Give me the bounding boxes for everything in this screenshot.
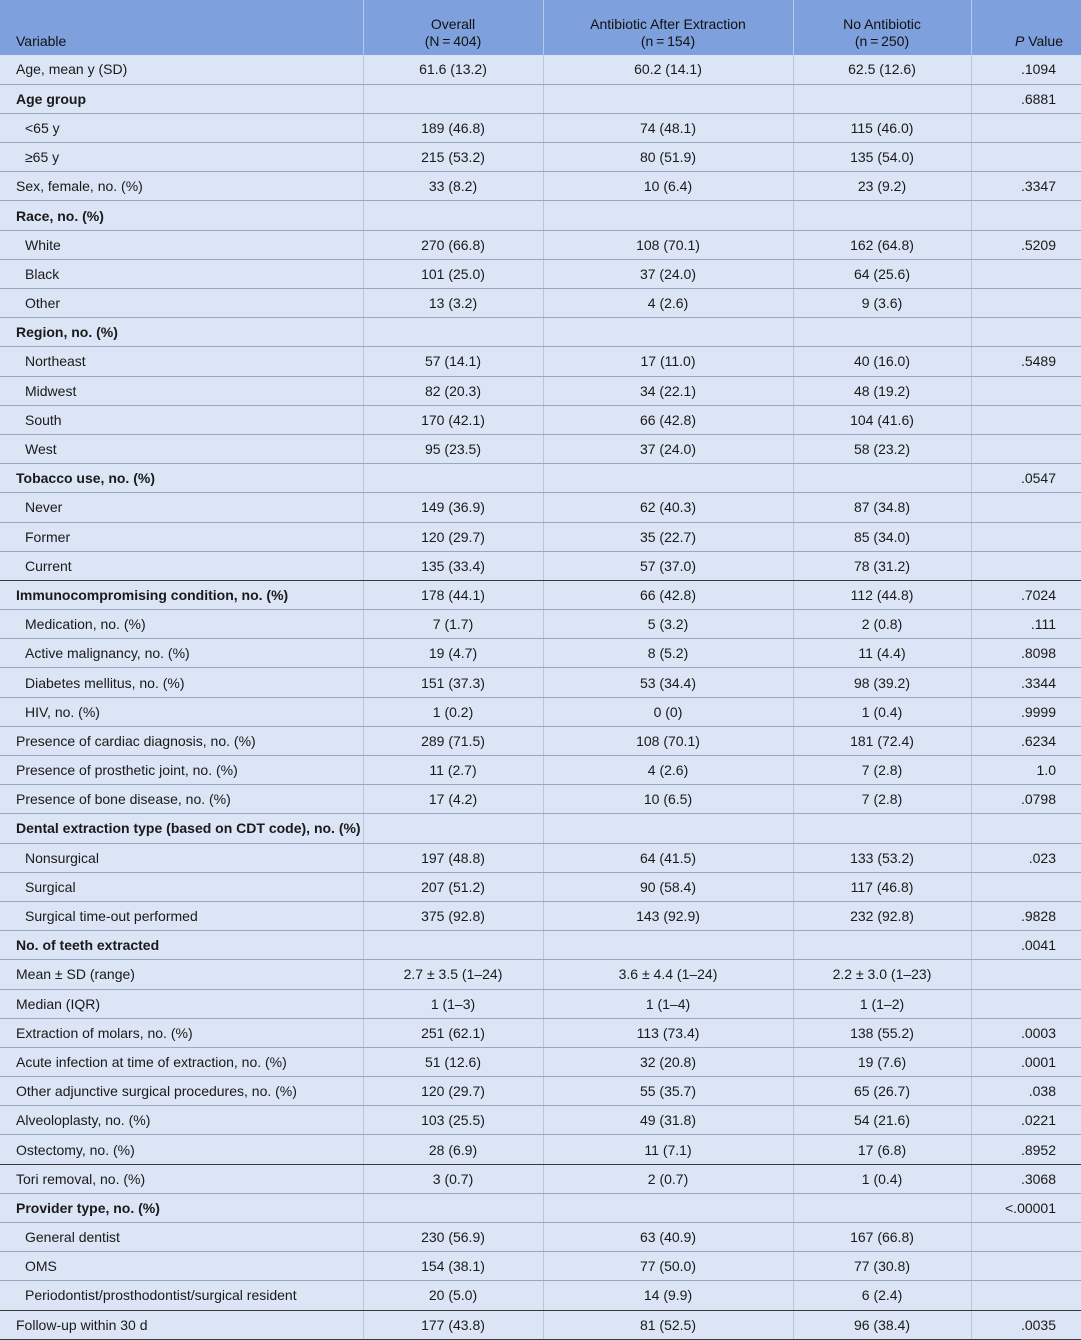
no-antibiotic-cell: 181 (72.4) — [793, 726, 971, 755]
p-value-cell — [971, 1281, 1081, 1310]
row-label: White — [0, 230, 363, 259]
overall-cell: 61.6 (13.2) — [363, 55, 543, 84]
table-row — [0, 785, 1081, 814]
table-row — [0, 143, 1081, 172]
table-row — [0, 1281, 1081, 1310]
row-label: West — [0, 434, 363, 463]
antibiotic-cell: 90 (58.4) — [543, 872, 793, 901]
header-antibiotic-n: (n = 154) — [640, 33, 696, 49]
table-body — [0, 55, 1081, 1339]
p-value-cell: .111 — [971, 610, 1081, 639]
antibiotic-cell: 32 (20.8) — [543, 1047, 793, 1076]
table-row — [0, 434, 1081, 463]
overall-cell: 1 (0.2) — [363, 697, 543, 726]
p-value-cell — [971, 960, 1081, 989]
no-antibiotic-cell: 117 (46.8) — [793, 872, 971, 901]
table-row — [0, 1135, 1081, 1164]
row-label: Provider type, no. (%) — [0, 1193, 363, 1222]
overall-cell — [363, 931, 543, 960]
row-label: Sex, female, no. (%) — [0, 172, 363, 201]
overall-cell: 197 (48.8) — [363, 843, 543, 872]
table-row — [0, 1223, 1081, 1252]
overall-cell: 375 (92.8) — [363, 901, 543, 930]
no-antibiotic-cell: 98 (39.2) — [793, 668, 971, 697]
overall-cell: 149 (36.9) — [363, 493, 543, 522]
p-value-cell — [971, 872, 1081, 901]
antibiotic-cell: 80 (51.9) — [543, 143, 793, 172]
no-antibiotic-cell — [793, 84, 971, 113]
antibiotic-cell: 108 (70.1) — [543, 726, 793, 755]
no-antibiotic-cell — [793, 464, 971, 493]
table-row — [0, 201, 1081, 230]
overall-cell: 135 (33.4) — [363, 551, 543, 580]
antibiotic-cell — [543, 201, 793, 230]
table-row — [0, 610, 1081, 639]
p-value-cell — [971, 318, 1081, 347]
p-value-cell: .0547 — [971, 464, 1081, 493]
antibiotic-cell: 34 (22.1) — [543, 376, 793, 405]
no-antibiotic-cell: 62.5 (12.6) — [793, 55, 971, 84]
header-p-value — [971, 0, 1081, 55]
table-row — [0, 901, 1081, 930]
row-label: Former — [0, 522, 363, 551]
table-row — [0, 376, 1081, 405]
p-value-cell: 1.0 — [971, 756, 1081, 785]
row-label: Periodontist/prosthodontist/surgical resident — [0, 1281, 363, 1310]
row-label: Follow-up within 30 d — [0, 1310, 363, 1339]
p-value-cell: .8952 — [971, 1135, 1081, 1164]
no-antibiotic-cell: 48 (19.2) — [793, 376, 971, 405]
p-value-cell: .5209 — [971, 230, 1081, 259]
row-label: Extraction of molars, no. (%) — [0, 1018, 363, 1047]
antibiotic-cell: 35 (22.7) — [543, 522, 793, 551]
no-antibiotic-cell: 78 (31.2) — [793, 551, 971, 580]
antibiotic-cell — [543, 318, 793, 347]
overall-cell: 82 (20.3) — [363, 376, 543, 405]
antibiotic-cell: 11 (7.1) — [543, 1135, 793, 1164]
p-value-cell: .038 — [971, 1077, 1081, 1106]
p-value-cell: .3347 — [971, 172, 1081, 201]
p-value-cell — [971, 551, 1081, 580]
overall-cell: 251 (62.1) — [363, 1018, 543, 1047]
overall-cell: 120 (29.7) — [363, 522, 543, 551]
table-row — [0, 843, 1081, 872]
overall-cell: 178 (44.1) — [363, 580, 543, 609]
antibiotic-cell: 64 (41.5) — [543, 843, 793, 872]
antibiotic-cell — [543, 814, 793, 843]
antibiotic-cell — [543, 464, 793, 493]
no-antibiotic-cell: 54 (21.6) — [793, 1106, 971, 1135]
p-value-cell: <.00001 — [971, 1193, 1081, 1222]
table-row — [0, 493, 1081, 522]
antibiotic-cell — [543, 931, 793, 960]
overall-cell: 189 (46.8) — [363, 113, 543, 142]
overall-cell: 57 (14.1) — [363, 347, 543, 376]
row-label: <65 y — [0, 113, 363, 142]
overall-cell — [363, 318, 543, 347]
table-row — [0, 1077, 1081, 1106]
overall-cell: 215 (53.2) — [363, 143, 543, 172]
no-antibiotic-cell — [793, 201, 971, 230]
overall-cell: 177 (43.8) — [363, 1310, 543, 1339]
row-label: No. of teeth extracted — [0, 931, 363, 960]
p-value-cell — [971, 405, 1081, 434]
no-antibiotic-cell: 65 (26.7) — [793, 1077, 971, 1106]
overall-cell: 151 (37.3) — [363, 668, 543, 697]
row-label: OMS — [0, 1252, 363, 1281]
header-no-antibiotic-n: (n = 250) — [854, 33, 910, 49]
p-value-cell: .0001 — [971, 1047, 1081, 1076]
header-p-rest: Value — [1024, 33, 1063, 49]
antibiotic-cell: 37 (24.0) — [543, 259, 793, 288]
no-antibiotic-cell: 87 (34.8) — [793, 493, 971, 522]
antibiotic-cell: 0 (0) — [543, 697, 793, 726]
p-value-cell: .5489 — [971, 347, 1081, 376]
antibiotic-cell: 108 (70.1) — [543, 230, 793, 259]
header-no-antibiotic-title: No Antibiotic — [843, 16, 921, 32]
no-antibiotic-cell: 77 (30.8) — [793, 1252, 971, 1281]
overall-cell: 28 (6.9) — [363, 1135, 543, 1164]
overall-cell: 13 (3.2) — [363, 289, 543, 318]
antibiotic-cell: 3.6 ± 4.4 (1–24) — [543, 960, 793, 989]
p-value-cell: .9999 — [971, 697, 1081, 726]
p-value-cell — [971, 259, 1081, 288]
no-antibiotic-cell: 2 (0.8) — [793, 610, 971, 639]
row-label: South — [0, 405, 363, 434]
p-value-cell: .9828 — [971, 901, 1081, 930]
header-antibiotic-title: Antibiotic After Extraction — [590, 16, 746, 32]
overall-cell: 207 (51.2) — [363, 872, 543, 901]
no-antibiotic-cell: 135 (54.0) — [793, 143, 971, 172]
antibiotic-cell: 66 (42.8) — [543, 405, 793, 434]
p-value-cell: .3344 — [971, 668, 1081, 697]
overall-cell: 2.7 ± 3.5 (1–24) — [363, 960, 543, 989]
antibiotic-cell: 4 (2.6) — [543, 289, 793, 318]
antibiotic-cell: 60.2 (14.1) — [543, 55, 793, 84]
antibiotic-cell — [543, 84, 793, 113]
row-label: Current — [0, 551, 363, 580]
antibiotic-cell: 37 (24.0) — [543, 434, 793, 463]
table-row — [0, 1018, 1081, 1047]
no-antibiotic-cell: 17 (6.8) — [793, 1135, 971, 1164]
table-row — [0, 1164, 1081, 1193]
overall-cell: 230 (56.9) — [363, 1223, 543, 1252]
row-label: Median (IQR) — [0, 989, 363, 1018]
no-antibiotic-cell: 85 (34.0) — [793, 522, 971, 551]
table-row — [0, 1310, 1081, 1339]
antibiotic-cell: 113 (73.4) — [543, 1018, 793, 1047]
overall-cell: 51 (12.6) — [363, 1047, 543, 1076]
overall-cell — [363, 814, 543, 843]
table-row — [0, 668, 1081, 697]
table-header — [0, 0, 1081, 55]
row-label: Never — [0, 493, 363, 522]
p-value-cell — [971, 113, 1081, 142]
p-value-cell: .0035 — [971, 1310, 1081, 1339]
p-value-cell: .6234 — [971, 726, 1081, 755]
table-row — [0, 756, 1081, 785]
overall-cell: 101 (25.0) — [363, 259, 543, 288]
p-value-cell — [971, 1252, 1081, 1281]
row-label: HIV, no. (%) — [0, 697, 363, 726]
overall-cell: 1 (1–3) — [363, 989, 543, 1018]
no-antibiotic-cell: 104 (41.6) — [793, 405, 971, 434]
row-label: Surgical — [0, 872, 363, 901]
overall-cell — [363, 201, 543, 230]
table-row — [0, 1193, 1081, 1222]
table-row — [0, 931, 1081, 960]
overall-cell: 95 (23.5) — [363, 434, 543, 463]
no-antibiotic-cell: 64 (25.6) — [793, 259, 971, 288]
no-antibiotic-cell: 1 (0.4) — [793, 1164, 971, 1193]
overall-cell: 154 (38.1) — [363, 1252, 543, 1281]
table-row — [0, 259, 1081, 288]
table-row — [0, 289, 1081, 318]
row-label: Age, mean y (SD) — [0, 55, 363, 84]
no-antibiotic-cell: 138 (55.2) — [793, 1018, 971, 1047]
header-variable: Variable — [0, 0, 363, 55]
row-label: Presence of prosthetic joint, no. (%) — [0, 756, 363, 785]
no-antibiotic-cell: 11 (4.4) — [793, 639, 971, 668]
row-label: Other — [0, 289, 363, 318]
table-row — [0, 1106, 1081, 1135]
header-overall-title: Overall — [430, 16, 476, 32]
no-antibiotic-cell: 162 (64.8) — [793, 230, 971, 259]
p-value-cell: .023 — [971, 843, 1081, 872]
antibiotic-cell: 53 (34.4) — [543, 668, 793, 697]
table-row — [0, 639, 1081, 668]
table-row — [0, 1252, 1081, 1281]
antibiotic-cell: 74 (48.1) — [543, 113, 793, 142]
p-value-cell — [971, 143, 1081, 172]
no-antibiotic-cell: 40 (16.0) — [793, 347, 971, 376]
row-label: Age group — [0, 84, 363, 113]
row-label: Alveoloplasty, no. (%) — [0, 1106, 363, 1135]
row-label: Presence of cardiac diagnosis, no. (%) — [0, 726, 363, 755]
overall-cell: 289 (71.5) — [363, 726, 543, 755]
no-antibiotic-cell — [793, 814, 971, 843]
antibiotic-cell: 55 (35.7) — [543, 1077, 793, 1106]
overall-cell: 103 (25.5) — [363, 1106, 543, 1135]
row-label: Midwest — [0, 376, 363, 405]
header-overall-n: (N = 404) — [424, 33, 482, 49]
row-label: General dentist — [0, 1223, 363, 1252]
row-label: Black — [0, 259, 363, 288]
p-value-cell: .0003 — [971, 1018, 1081, 1047]
table-row — [0, 464, 1081, 493]
table-row — [0, 55, 1081, 84]
row-label: Race, no. (%) — [0, 201, 363, 230]
no-antibiotic-cell: 2.2 ± 3.0 (1–23) — [793, 960, 971, 989]
row-label: Region, no. (%) — [0, 318, 363, 347]
antibiotic-cell: 5 (3.2) — [543, 610, 793, 639]
p-value-cell: .8098 — [971, 639, 1081, 668]
table-row — [0, 814, 1081, 843]
row-label: Surgical time-out performed — [0, 901, 363, 930]
row-label: Diabetes mellitus, no. (%) — [0, 668, 363, 697]
no-antibiotic-cell: 232 (92.8) — [793, 901, 971, 930]
overall-cell — [363, 1193, 543, 1222]
antibiotic-cell: 66 (42.8) — [543, 580, 793, 609]
row-label: Dental extraction type (based on CDT code), no. (%) — [0, 814, 363, 843]
table-row — [0, 551, 1081, 580]
table-row — [0, 960, 1081, 989]
no-antibiotic-cell: 7 (2.8) — [793, 785, 971, 814]
header-p-italic: P — [1014, 33, 1025, 49]
p-value-cell: .0221 — [971, 1106, 1081, 1135]
table-row — [0, 230, 1081, 259]
overall-cell: 20 (5.0) — [363, 1281, 543, 1310]
p-value-cell: .0798 — [971, 785, 1081, 814]
table-row — [0, 726, 1081, 755]
row-label: ≥65 y — [0, 143, 363, 172]
p-value-cell — [971, 376, 1081, 405]
antibiotic-cell: 62 (40.3) — [543, 493, 793, 522]
no-antibiotic-cell: 23 (9.2) — [793, 172, 971, 201]
overall-cell — [363, 464, 543, 493]
overall-cell — [363, 84, 543, 113]
table-row — [0, 84, 1081, 113]
p-value-cell — [971, 201, 1081, 230]
overall-cell: 33 (8.2) — [363, 172, 543, 201]
table-row — [0, 872, 1081, 901]
overall-cell: 120 (29.7) — [363, 1077, 543, 1106]
row-label: Tobacco use, no. (%) — [0, 464, 363, 493]
p-value-cell — [971, 814, 1081, 843]
table-row — [0, 580, 1081, 609]
antibiotic-cell: 63 (40.9) — [543, 1223, 793, 1252]
antibiotic-cell — [543, 1193, 793, 1222]
table-row — [0, 318, 1081, 347]
no-antibiotic-cell — [793, 931, 971, 960]
p-value-cell — [971, 289, 1081, 318]
row-label: Medication, no. (%) — [0, 610, 363, 639]
no-antibiotic-cell: 7 (2.8) — [793, 756, 971, 785]
antibiotic-cell: 77 (50.0) — [543, 1252, 793, 1281]
no-antibiotic-cell: 167 (66.8) — [793, 1223, 971, 1252]
antibiotic-cell: 81 (52.5) — [543, 1310, 793, 1339]
antibiotic-cell: 8 (5.2) — [543, 639, 793, 668]
antibiotic-cell: 4 (2.6) — [543, 756, 793, 785]
antibiotic-cell: 143 (92.9) — [543, 901, 793, 930]
table-row — [0, 989, 1081, 1018]
header-overall — [363, 0, 543, 55]
overall-cell: 17 (4.2) — [363, 785, 543, 814]
overall-cell: 11 (2.7) — [363, 756, 543, 785]
overall-cell: 19 (4.7) — [363, 639, 543, 668]
no-antibiotic-cell: 115 (46.0) — [793, 113, 971, 142]
overall-cell: 3 (0.7) — [363, 1164, 543, 1193]
p-value-cell — [971, 493, 1081, 522]
table-row — [0, 522, 1081, 551]
antibiotic-cell: 2 (0.7) — [543, 1164, 793, 1193]
row-label: Ostectomy, no. (%) — [0, 1135, 363, 1164]
header-antibiotic — [543, 0, 793, 55]
no-antibiotic-cell: 1 (0.4) — [793, 697, 971, 726]
p-value-cell: .0041 — [971, 931, 1081, 960]
table-row — [0, 697, 1081, 726]
no-antibiotic-cell — [793, 318, 971, 347]
no-antibiotic-cell: 133 (53.2) — [793, 843, 971, 872]
p-value-cell — [971, 989, 1081, 1018]
header-no-antibiotic — [793, 0, 971, 55]
table-row — [0, 113, 1081, 142]
p-value-cell — [971, 434, 1081, 463]
p-value-cell: .7024 — [971, 580, 1081, 609]
table-row — [0, 172, 1081, 201]
p-value-cell — [971, 522, 1081, 551]
no-antibiotic-cell: 1 (1–2) — [793, 989, 971, 1018]
row-label: Acute infection at time of extraction, no. (%) — [0, 1047, 363, 1076]
row-label: Tori removal, no. (%) — [0, 1164, 363, 1193]
overall-cell: 170 (42.1) — [363, 405, 543, 434]
row-label: Mean ± SD (range) — [0, 960, 363, 989]
table-row — [0, 347, 1081, 376]
row-label: Active malignancy, no. (%) — [0, 639, 363, 668]
no-antibiotic-cell: 58 (23.2) — [793, 434, 971, 463]
antibiotic-cell: 10 (6.4) — [543, 172, 793, 201]
no-antibiotic-cell — [793, 1193, 971, 1222]
antibiotic-cell: 17 (11.0) — [543, 347, 793, 376]
no-antibiotic-cell: 19 (7.6) — [793, 1047, 971, 1076]
antibiotic-cell: 10 (6.5) — [543, 785, 793, 814]
table-row — [0, 1047, 1081, 1076]
header-row — [0, 0, 1081, 55]
antibiotic-cell: 49 (31.8) — [543, 1106, 793, 1135]
p-value-cell: .1094 — [971, 55, 1081, 84]
antibiotic-cell: 14 (9.9) — [543, 1281, 793, 1310]
no-antibiotic-cell: 96 (38.4) — [793, 1310, 971, 1339]
table-row — [0, 405, 1081, 434]
no-antibiotic-cell: 6 (2.4) — [793, 1281, 971, 1310]
p-value-cell: .6881 — [971, 84, 1081, 113]
antibiotic-cell: 1 (1–4) — [543, 989, 793, 1018]
row-label: Immunocompromising condition, no. (%) — [0, 580, 363, 609]
row-label: Other adjunctive surgical procedures, no. (%) — [0, 1077, 363, 1106]
p-value-cell: .3068 — [971, 1164, 1081, 1193]
row-label: Nonsurgical — [0, 843, 363, 872]
overall-cell: 7 (1.7) — [363, 610, 543, 639]
row-label: Northeast — [0, 347, 363, 376]
p-value-cell — [971, 1223, 1081, 1252]
no-antibiotic-cell: 112 (44.8) — [793, 580, 971, 609]
no-antibiotic-cell: 9 (3.6) — [793, 289, 971, 318]
overall-cell: 270 (66.8) — [363, 230, 543, 259]
row-label: Presence of bone disease, no. (%) — [0, 785, 363, 814]
antibiotic-cell: 57 (37.0) — [543, 551, 793, 580]
